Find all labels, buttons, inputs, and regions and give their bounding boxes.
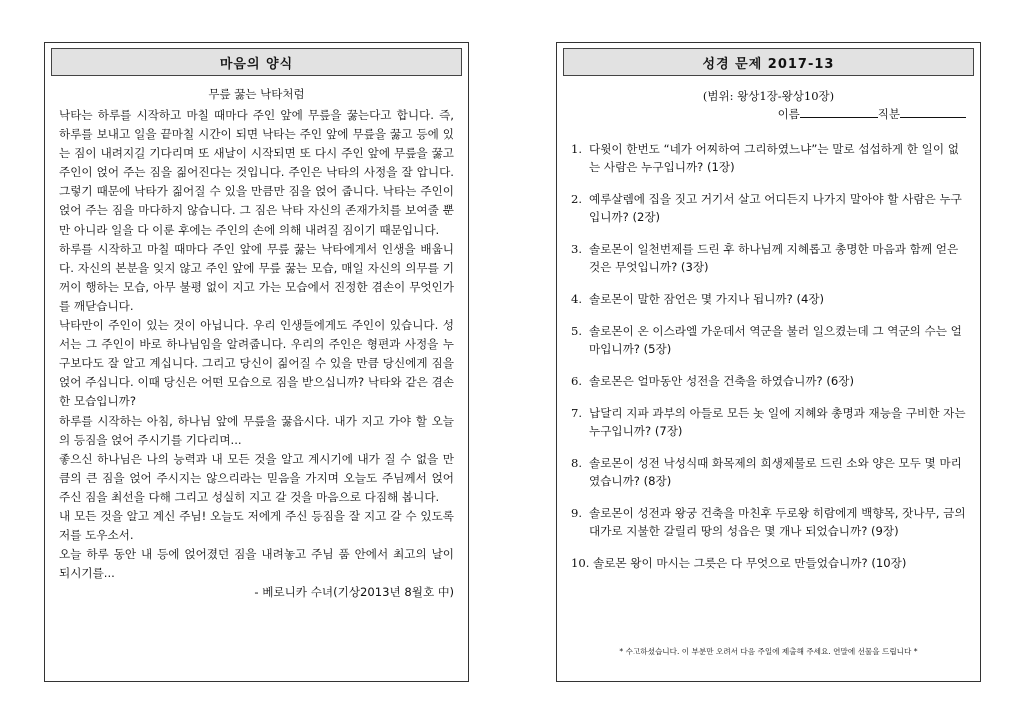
question-number: 1.	[571, 142, 583, 156]
question-number: 4.	[571, 292, 583, 306]
question-text: 솔로몬은 얼마동안 성전을 건축을 하였습니까? (6장)	[589, 374, 854, 388]
question-item	[571, 190, 966, 226]
question-text: 예루살렘에 집을 짓고 거기서 살고 어디든지 나가지 말아야 할 사람은 누구입니까? (2장)	[589, 192, 962, 224]
paragraph: 내 모든 것을 알고 계신 주님! 오늘도 저에게 주신 등짐을 잘 지고 갈 수 있도록 저를 도우소서.	[59, 508, 454, 543]
quiz-header: 성경 문제 2017-13	[563, 48, 974, 76]
footnote: * 수고하셨습니다. 이 부분만 오려서 다음 주일에 제출해 주세요. 연말에 선물을 드립니다 *	[619, 647, 918, 656]
quiz-panel	[556, 42, 981, 682]
question-item	[571, 554, 966, 572]
question-item	[571, 240, 966, 276]
paragraph-closing: 오늘 하루 동안 내 등에 얹어졌던 짐을 내려놓고 주님 품 안에서 최고의 날이 되시기를...	[59, 547, 454, 581]
name-label: 이름	[777, 107, 800, 121]
name-blank[interactable]	[800, 107, 878, 118]
quiz-range: (범위: 왕상1장-왕상10장)	[702, 89, 835, 103]
question-text: 솔로몬이 온 이스라엘 가운데서 역군을 불러 일으켰는데 그 역군의 수는 얼마입니까? (5장)	[589, 324, 962, 356]
question-number: 3.	[571, 242, 583, 256]
question-item	[571, 454, 966, 490]
closing-line	[59, 545, 454, 583]
paragraph: 하루를 시작하고 마칠 때마다 주인 앞에 무릎 꿇는 낙타에게서 인생을 배웁니다. 자신의 본분을 잊지 않고 주인 앞에 무릎 꿇는 모습, 매일 자신의 의무를 기꺼이 행하는 모습, 아무 불평 없이 지고 가는 모습에서 진정한 겸손이 무엇인가를 깨닫습니다.	[59, 241, 454, 313]
question-number: 5.	[571, 324, 583, 338]
paragraph: 좋으신 하나님은 나의 능력과 내 모든 것을 알고 계시기에 내가 질 수 없을 만큼의 큰 짐을 얹어 주시지는 않으리라는 믿음을 가지며 오늘도 주님께서 얹어주신 짐을 최선을 다해 그리고 성실히 지고 갈 것을 마음으로 다짐해 봅니다.	[59, 451, 454, 504]
signature: - 베로니카 수녀(기상2013년 8월호 中)	[254, 585, 454, 600]
paragraph: 낙타만이 주인이 있는 것이 아닙니다. 우리 인생들에게도 주인이 있습니다. 성서는 그 주인이 바로 하나님임을 알려줍니다. 우리의 주인은 형편과 사정을 누구보다도 잘 알고 계십니다. 그리고 당신이 짊어질 수 있을 만큼 당신에게 짐을 얹어 주십니다. 이때 당신은 어떤 모습으로 짐을 받으십니까? 낙타와 같은 겸손한 모습입니까?	[59, 318, 454, 409]
meditation-header: 마음의 양식	[51, 48, 462, 76]
paragraph: 낙타는 하루를 시작하고 마칠 때마다 주인 앞에 무릎을 꿇는다고 합니다. 즉, 하루를 보내고 일을 끝마칠 시간이 되면 낙타는 주인 앞에 무릎을 꿇고 등에 있는 짐이 내려지길 기다리며 또 새날이 시작되면 또 다시 주인 앞에 무릎을 꿇고 주인이 얹어 주는 짐을 짊어진다는 것입니다. 주인은 낙타의 사정을 잘 압니다. 그렇기 때문에 낙타가 짊어질 수 있을 만큼만 짐을 얹어 줍니다. 낙타는 주인이 얹어 주는 짐을 마다하지 않습니다. 그 짐은 낙타 자신의 존재가치를 보여줄 뿐만 아니라 일을 다 이룬 후에는 주인의 손에 의해 내려질 짐이기 때문입니다.	[59, 108, 454, 237]
role-label: 직분	[877, 107, 900, 121]
question-number: 6.	[571, 374, 583, 388]
meditation-body	[45, 106, 468, 602]
question-number: 8.	[571, 456, 583, 470]
question-text: 솔로몬이 말한 잠언은 몇 가지나 됩니까? (4장)	[589, 292, 825, 306]
name-role-row	[557, 106, 966, 122]
question-list	[557, 140, 980, 572]
question-item	[571, 404, 966, 440]
question-text: 솔로몬이 일천번제를 드린 후 하나님께 지혜롭고 총명한 마음과 함께 얻은 것은 무엇입니까? (3장)	[589, 242, 959, 274]
question-text: 솔로몬이 성전과 왕궁 건축을 마친후 두로왕 히람에게 백향목, 잣나무, 금의 대가로 지불한 갈릴리 땅의 성읍은 몇 개나 되었습니까? (9장)	[589, 506, 966, 538]
question-text: 솔로몬이 성전 낙성식때 화목제의 희생제물로 드린 소와 양은 모두 몇 마리였습니까? (8장)	[589, 456, 962, 488]
question-item	[571, 322, 966, 358]
question-item	[571, 504, 966, 540]
role-blank[interactable]	[900, 107, 966, 118]
meditation-panel	[44, 42, 469, 682]
question-item	[571, 290, 966, 308]
paragraph: 하루를 시작하는 아침, 하나님 앞에 무릎을 꿇읍시다. 내가 지고 가야 할 오늘의 등짐을 얹어 주시기를 기다리며...	[59, 413, 454, 447]
meditation-title: 무릎 꿇는 낙타처럼	[208, 87, 305, 101]
question-text: 솔로몬 왕이 마시는 그릇은 다 무엇으로 만들었습니까? (10장)	[593, 556, 907, 570]
question-text: 납달리 지파 과부의 아들로 모든 놋 일에 지혜와 총명과 재능을 구비한 자는 누구입니까? (7장)	[589, 406, 966, 438]
question-item	[571, 372, 966, 390]
question-number: 7.	[571, 406, 583, 420]
question-number: 10.	[571, 556, 590, 570]
question-number: 2.	[571, 192, 583, 206]
question-number: 9.	[571, 506, 583, 520]
question-text: 다윗이 한번도 “네가 어찌하여 그리하였느냐”는 말로 섭섭하게 한 일이 없는 사람은 누구입니까? (1장)	[589, 142, 959, 174]
question-item	[571, 140, 966, 176]
